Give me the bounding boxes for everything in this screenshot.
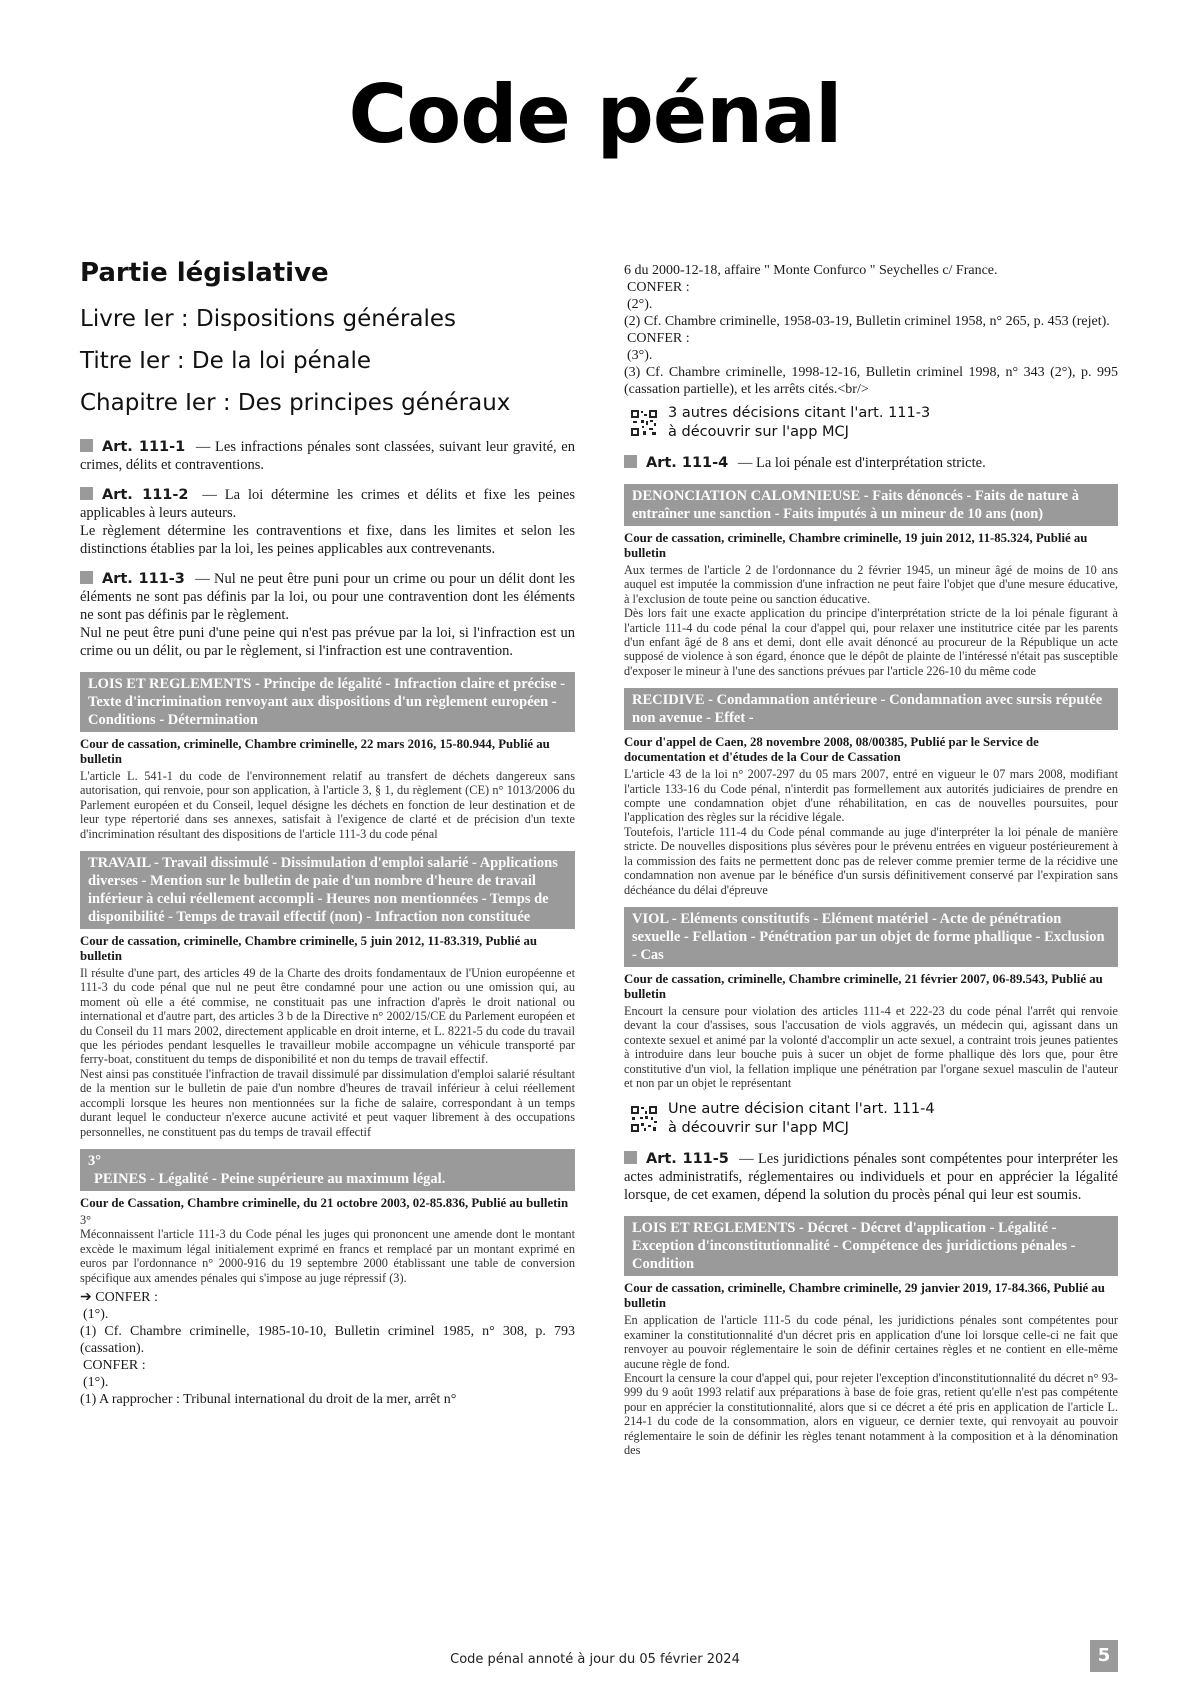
summary-paragraph: Méconnaissent l'article 111-3 du Code pénal les juges qui prononcent une amende dont le montant excède le maximum légal initialement exprimé en francs et remplacé par un montant exprimé en euros par l'ordonnance n° 2000-916 du 19 septembre 2000 établissant une table de conversion spécifique aux amendes pénales qui s'impose au juge répressif (3). [80, 1227, 575, 1285]
decision-court: Cour de cassation, criminelle, Chambre criminelle, 19 juin 2012, 11-85.324, Publié au bulletin [624, 531, 1088, 560]
qr-code-icon [630, 1105, 658, 1133]
confer-line: (1°). [83, 1374, 109, 1390]
decision-court: Cour de cassation, criminelle, Chambre criminelle, 22 mars 2016, 15-80.944, Publié au bulletin [80, 737, 550, 766]
decision-tag-number: 3° [88, 1152, 102, 1169]
article-marker-icon [624, 1151, 637, 1164]
document-title: Code pénal [348, 68, 842, 161]
article-text: — Les infractions pénales sont classées, suivant leur gravité, en crimes, délits et contraventions. [80, 439, 575, 473]
decision-court: Cour d'appel de Caen, 28 novembre 2008, 08/00385, Publié par le Service de documentation et d'études de la Cour de Cassation [624, 735, 1039, 765]
confer-line: (1) A rapprocher : Tribunal international du droit de la mer, arrêt n° [80, 1391, 457, 1407]
summary-paragraph: Aux termes de l'article 2 de l'ordonnance du 2 février 1945, un mineur âgé de moins de 10 ans auquel est imputée la commission d'une infraction ne peut faire l'objet que d'une mesure éducative, à l'exclusion de toute peine ou sanction éducative. [624, 563, 1118, 606]
summary-number: 3° [80, 1212, 92, 1227]
summary-paragraph: Encourt la censure la cour d'appel qui, pour rejeter l'exception d'inconstitutionnalité du décret n° 93-999 du 9 août 1993 relatif aux préparations à base de foie gras, retient qu'elle n'est pas compétente pour en apprécier la constitutionnalité, alors que si ce décret a été pris en application de l'article L. 214-1 du code de la consommation, alors en vigueur, ce dernier texte, qui renvoyait au pouvoir réglementaire le soin de définir les règles tenant notamment à la composition et à la dénomination des [624, 1370, 1118, 1457]
confer-heading [80, 1289, 575, 1306]
decision-tags: VIOL - Eléments constitutifs - Elément matériel - Acte de pénétration sexuelle - Fellation - Pénétration par un objet de forme phallique - Exclusion - Cas [624, 907, 1118, 967]
decision-tags: LOIS ET REGLEMENTS - Principe de légalité - Infraction claire et précise - Texte d'incrimination renvoyant aux dispositions d'un règlement européen - Conditions - Détermination [80, 672, 575, 732]
article-label: Art. 111-2 [102, 487, 189, 503]
article-label: Art. 111-3 [102, 571, 185, 587]
left-column [80, 258, 575, 1418]
page-number: 5 [1090, 1640, 1118, 1672]
decision-block [80, 851, 575, 1139]
decision-court: Cour de cassation, criminelle, Chambre criminelle, 21 février 2007, 06-89.543, Publié au bulletin [624, 971, 1103, 1001]
decision-summary [80, 966, 575, 1139]
article-text: — La loi pénale est d'interprétation stricte. [737, 455, 986, 471]
mcj-text [668, 404, 930, 442]
decision-block [624, 1216, 1118, 1457]
article-label: Art. 111-1 [102, 439, 186, 455]
decision-summary [624, 767, 1118, 897]
decision-tags: DENONCIATION CALOMNIEUSE - Faits dénoncés - Faits de nature à entraîner une sanction - Faits imputés à un mineur de 10 ans (non) [624, 484, 1118, 526]
confer-line: (1) Cf. Chambre criminelle, 1985-10-10, Bulletin criminel 1985, n° 308, p. 793 (cassation). [80, 1323, 575, 1356]
right-column [624, 262, 1118, 1467]
mcj-text [668, 1100, 935, 1138]
heading-titre: Titre Ier : De la loi pénale [80, 348, 372, 374]
decision-block [624, 688, 1118, 897]
confer-line: (2) Cf. Chambre criminelle, 1958-03-19, Bulletin criminel 1958, n° 265, p. 453 (rejet). [624, 314, 1110, 329]
article-paragraph: Nul ne peut être puni d'une peine qui n'est pas prévue par la loi, si l'infraction est un crime ou un délit, ou par le règlement, si l'infraction est une contravention. [80, 625, 575, 659]
confer-label: CONFER : [95, 1289, 158, 1305]
summary-paragraph: L'article 43 de la loi n° 2007-297 du 05 mars 2007, entré en vigueur le 07 mars 2008, modifiant l'article 133-16 du Code pénal, n'interdit pas formellement aux autorités judiciaires de prendre en compte une condamnation objet d'une réhabilitation, en cas de nouvelles poursuites, pour l'application des règles sur la récidive légale. [624, 767, 1118, 825]
article-111-5 [624, 1150, 1118, 1204]
decision-tag-text: PEINES - Légalité - Peine supérieure au maximum légal. [94, 1170, 446, 1187]
page-footer: Code pénal annoté à jour du 05 février 2024 [450, 1652, 740, 1667]
article-text: — Les juridictions pénales sont compétentes pour interpréter les actes administratifs, réglementaires ou individuels et pour en apprécier la légalité lorsque, de cet examen, dépend la solution du procès pénal qui leur est soumis. [624, 1151, 1118, 1204]
confer-line: (3) Cf. Chambre criminelle, 1998-12-16, Bulletin criminel 1998, n° 343 (2°), p. 995 (cassation partielle), et les arrêts cités.<br/> [624, 365, 1118, 397]
article-marker-icon [624, 455, 637, 468]
article-111-4 [624, 454, 1118, 472]
article-111-3 [80, 570, 575, 660]
article-111-2 [80, 486, 575, 558]
article-111-1 [80, 438, 575, 474]
heading-chapitre: Chapitre Ier : Des principes généraux [80, 390, 511, 416]
confer-line: CONFER : [83, 1357, 146, 1373]
decision-tags: LOIS ET REGLEMENTS - Décret - Décret d'application - Légalité - Exception d'inconstitutionnalité - Compétence des juridictions pénales - Condition [624, 1216, 1118, 1276]
article-label: Art. 111-4 [646, 455, 729, 471]
article-text: — Nul ne peut être puni pour un crime ou pour un délit dont les éléments ne sont pas définis par la loi, ou pour une contravention dont les éléments ne sont pas définis par le règlement. [80, 571, 575, 623]
decision-tags: TRAVAIL - Travail dissimulé - Dissimulation d'emploi salarié - Applications diverses - Mention sur le bulletin de paie d'un nombre d'heure de travail inférieur à celui réellement accompli - Heures non mentionnées - Temps de disponibilité - Temps de travail effectif (non) - Infraction non constituée [80, 851, 575, 929]
confer-line: CONFER : [627, 331, 690, 346]
article-marker-icon [80, 439, 93, 452]
heading-livre: Livre Ier : Dispositions générales [80, 306, 457, 332]
decision-block [80, 672, 575, 841]
heading-partie: Partie législative [80, 258, 329, 288]
article-marker-icon [80, 571, 93, 584]
decision-summary [624, 1313, 1118, 1457]
confer-continuation [624, 262, 1118, 398]
decision-summary [624, 563, 1118, 678]
mcj-line: Une autre décision citant l'art. 111-4 [668, 1101, 935, 1118]
decision-court: Cour de Cassation, Chambre criminelle, du 21 octobre 2003, 02-85.836, Publié au bulletin [80, 1195, 569, 1210]
qr-code-icon [630, 409, 658, 437]
arrow-right-icon: ➔ [80, 1289, 92, 1305]
summary-paragraph: En application de l'article 111-5 du code pénal, les juridictions pénales sont compétentes pour examiner la constitutionnalité d'un décret pris en application d'une loi lorsque celle-ci ne fait que renvoyer au pouvoir réglementaire le soin de définir certaines règles et ne contient en elle-même aucune règle de fond. [624, 1313, 1118, 1371]
decision-summary [80, 1213, 575, 1285]
mcj-line: 3 autres décisions citant l'art. 111-3 [668, 405, 931, 421]
mcj-line: à découvrir sur l'app MCJ [668, 424, 849, 440]
decision-block [80, 1149, 575, 1408]
decision-tags: RECIDIVE - Condamnation antérieure - Condamnation avec sursis réputée non avenue - Effet - [624, 688, 1118, 730]
mcj-link[interactable] [630, 404, 1118, 442]
mcj-link[interactable] [630, 1100, 1118, 1138]
mcj-line: à découvrir sur l'app MCJ [668, 1120, 849, 1137]
article-label: Art. 111-5 [646, 1151, 729, 1168]
decision-court: Cour de cassation, criminelle, Chambre criminelle, 29 janvier 2019, 17-84.366, Publié au bulletin [624, 1281, 1105, 1311]
decision-tags [80, 1149, 575, 1191]
decision-block [624, 484, 1118, 678]
confer-line: 6 du 2000-12-18, affaire " Monte Confurco " Seychelles c/ France. [624, 263, 998, 278]
confer-line: (2°). [627, 297, 653, 312]
summary-paragraph: Il résulte d'une part, des articles 49 de la Charte des droits fondamentaux de l'Union européenne et 111-3 du code pénal que nul ne peut être condamné pour une action ou une omission qui, au moment où elle a été commise, ne constituait pas une infraction d'après le droit national ou international et d'autre part, des articles 3 b de la Directive n° 2002/15/CE du Parlement européen et du Conseil du 11 mars 2002, directement applicable en droit interne, et L. 8221-5 du code du travail que les périodes pendant lesquelles le travailleur mobile accompagne un véhicule transporté par ferry-boat, constituent du temps de disponibilité et non du temps de travail effectif. [80, 966, 575, 1067]
decision-summary: Encourt la censure pour violation des articles 111-4 et 222-23 du code pénal l'arrêt qui renvoie devant la cour d'assises, sous l'accusation de viols aggravés, un médecin qui, agissant dans un contexte sexuel et animé par la volonté d'accomplir un acte sexuel, a contraint trois jeunes patientes à introduire dans leur bouche puis à sucer un objet de forme phallique dès lors que, pour être constitutive d'un viol, la fellation implique une pénétration par l'organe sexuel masculin de l'auteur et non par un objet le représentant [624, 1003, 1118, 1090]
article-paragraph: Le règlement détermine les contraventions et fixe, dans les limites et selon les distinctions établies par la loi, les peines applicables aux contrevenants. [80, 523, 575, 557]
confer-line: (3°). [627, 348, 653, 363]
article-text: — La loi détermine les crimes et délits et fixe les peines applicables à leurs auteurs. [80, 487, 575, 521]
decision-summary: L'article L. 541-1 du code de l'environnement relatif au transfert de déchets dangereux sans autorisation, qui renvoie, pour son application, à l'article 3, § 1, du règlement (CE) n° 1013/2006 du Parlement européen et du Conseil, lequel désigne les déchets en fonction de leur destination et de leur type répertorié dans ses annexes, satisfait à l'exigence de clarté et de précision d'un texte d'incrimination résultant des dispositions de l'article 111-3 du code pénal [80, 769, 575, 841]
summary-paragraph: Dès lors fait une exacte application du principe d'interprétation stricte de la loi pénale figurant à l'article 111-4 du code pénal la cour d'appel qui, pour relaxer une institutrice citée par les parents d'un enfant âgé de 8 ans et demi, dont elle avait dénoncé au procureur de la République un acte supposé de violence à son égard, énonce que le dépôt de plainte de l'intéressé n'était pas susceptible d'exposer le mineur à l'une des sanctions prévues par l'article 226-10 du même code [624, 606, 1118, 678]
confer-block [80, 1289, 575, 1408]
confer-line: (1°). [83, 1306, 109, 1322]
decision-block [624, 907, 1118, 1090]
confer-line: CONFER : [627, 280, 690, 295]
summary-paragraph: Toutefois, l'article 111-4 du Code pénal commande au juge d'interpréter la loi pénale de manière stricte. De nouvelles dispositions plus sévères pour le prévenu entrées en vigueur postérieurement à la commission des faits ne permettent donc pas de relever comme premier terme de la récidive une condamnation non avenue par le bénéfice d'un sursis définitivement conservé par l'expiration sans déchéance du délai d'épreuve [624, 824, 1118, 897]
decision-court: Cour de cassation, criminelle, Chambre criminelle, 5 juin 2012, 11-83.319, Publié au bulletin [80, 934, 538, 964]
summary-paragraph: Nest ainsi pas constituée l'infraction de travail dissimulé par dissimulation d'emploi salarié résultant de la mention sur le bulletin de paie d'un nombre d'heures de travail inférieur à celui réellement accompli lorsque les heures non mentionnées sur la fiche de salaire, correspondant à un temps durant lequel le conducteur n'exerce aucune activité et peut vaquer librement à des occupations personnelles, ne constituent pas du temps de travail effectif [80, 1066, 575, 1139]
article-marker-icon [80, 487, 93, 500]
